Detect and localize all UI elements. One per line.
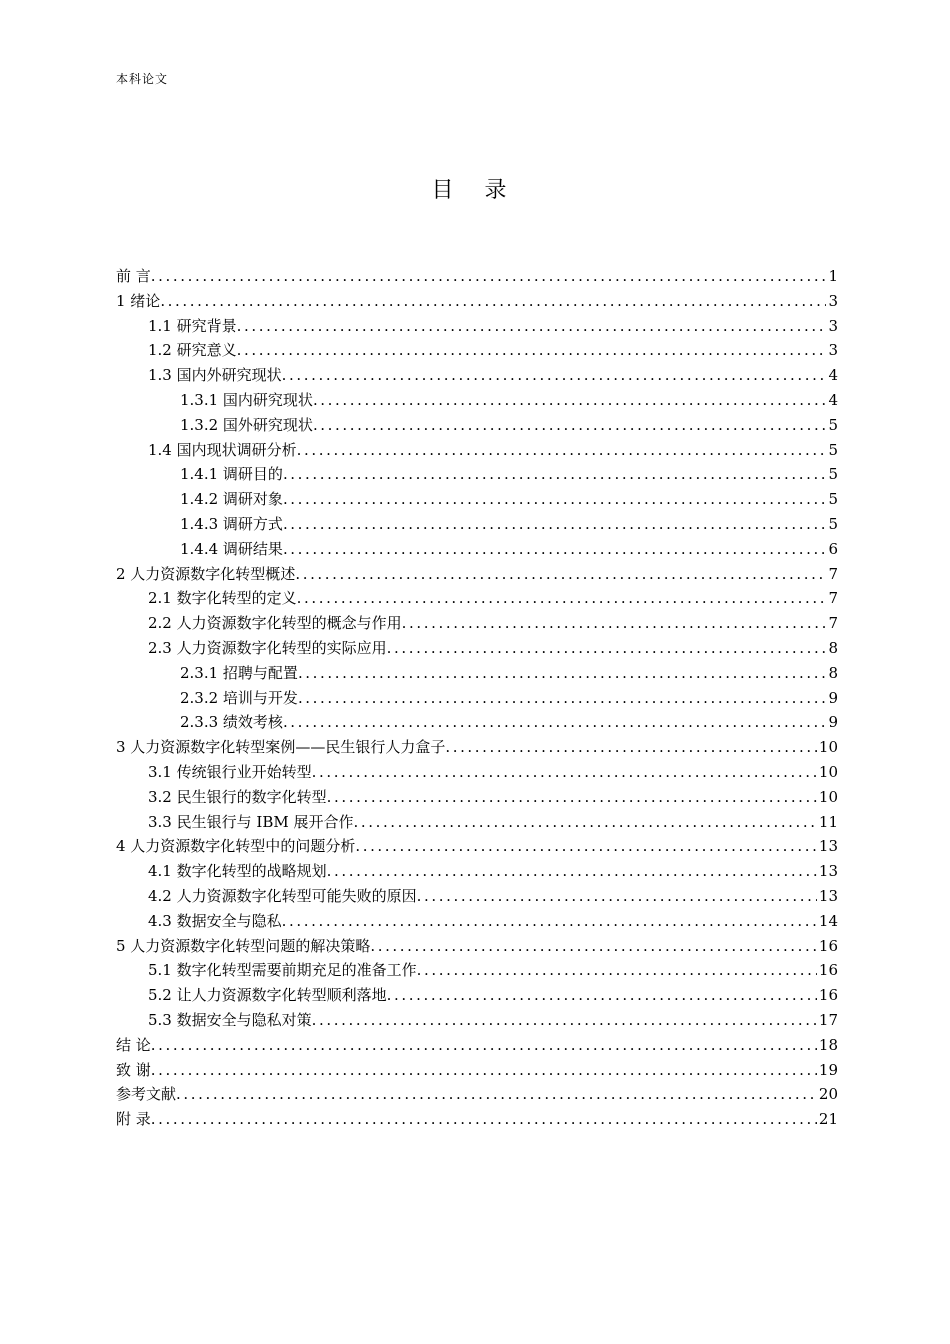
toc-entry-page: 17 [818, 1010, 838, 1029]
toc-leader-dots [312, 1008, 817, 1033]
toc-entry-page: 10 [818, 787, 838, 806]
toc-entry-title: 1.4 国内现状调研分析 [148, 440, 297, 459]
toc-entry-page: 7 [828, 564, 838, 583]
toc-leader-dots [176, 1082, 817, 1107]
toc-leader-dots [417, 958, 817, 983]
toc-entry[interactable] [116, 785, 838, 810]
toc-leader-dots [282, 363, 827, 388]
toc-entry-page: 4 [828, 390, 838, 409]
toc-entry[interactable] [116, 1008, 838, 1033]
toc-entry-title: 附 录 [116, 1110, 151, 1129]
toc-entry[interactable] [116, 611, 838, 636]
toc-leader-dots [387, 636, 827, 661]
toc-entry[interactable] [116, 934, 838, 959]
toc-entry-page: 13 [818, 862, 838, 881]
toc-leader-dots [151, 1058, 817, 1083]
toc-leader-dots [298, 661, 827, 686]
toc-entry[interactable] [116, 760, 838, 785]
toc-entry-title: 2.3.2 培训与开发 [180, 688, 298, 707]
toc-leader-dots [402, 611, 827, 636]
toc-entry-page: 13 [818, 886, 838, 905]
table-of-contents [116, 264, 838, 1132]
toc-leader-dots [327, 859, 817, 884]
toc-entry[interactable] [116, 710, 838, 735]
toc-leader-dots [283, 462, 827, 487]
toc-entry-title: 结 论 [116, 1035, 151, 1054]
toc-entry-title: 1.4.2 调研对象 [180, 490, 283, 509]
toc-entry-title: 1.3 国内外研究现状 [148, 366, 282, 385]
toc-entry-page: 13 [818, 837, 838, 856]
toc-entry[interactable] [116, 363, 838, 388]
toc-entry-page: 10 [818, 738, 838, 757]
toc-entry-page: 1 [828, 267, 838, 285]
toc-leader-dots [417, 884, 817, 909]
toc-leader-dots [283, 487, 827, 512]
toc-leader-dots [313, 413, 827, 438]
toc-entry-page: 9 [828, 688, 838, 707]
toc-leader-dots [327, 785, 817, 810]
toc-entry-page: 8 [828, 663, 838, 682]
toc-entry[interactable] [116, 958, 838, 983]
toc-entry-title: 3.3 民生银行与 IBM 展开合作 [148, 812, 354, 831]
toc-entry-title: 致 谢 [116, 1060, 151, 1079]
toc-leader-dots [298, 686, 827, 711]
toc-entry-title: 3.2 民生银行的数字化转型 [148, 787, 327, 806]
toc-entry-title: 2 人力资源数字化转型概述 [116, 564, 296, 583]
toc-entry-page: 16 [818, 936, 838, 955]
toc-leader-dots [151, 1107, 817, 1132]
toc-entry-title: 1 绪论 [116, 291, 161, 310]
toc-entry-page: 10 [818, 762, 838, 781]
toc-entry-title: 4 人力资源数字化转型中的问题分析 [116, 837, 356, 856]
toc-leader-dots [283, 710, 827, 735]
toc-entry-page: 3 [828, 316, 838, 335]
toc-entry[interactable] [116, 884, 838, 909]
toc-entry[interactable] [116, 586, 838, 611]
page-header: 本科论文 [116, 72, 169, 86]
toc-entry-page: 18 [818, 1035, 838, 1054]
toc-leader-dots [312, 760, 817, 785]
toc-entry[interactable] [116, 735, 838, 760]
toc-entry[interactable] [116, 859, 838, 884]
toc-entry-title: 前 言 [116, 267, 151, 285]
toc-entry-title: 5.1 数字化转型需要前期充足的准备工作 [148, 961, 417, 980]
toc-entry-title: 1.2 研究意义 [148, 341, 237, 360]
toc-entry-title: 2.2 人力资源数字化转型的概念与作用 [148, 614, 402, 633]
toc-leader-dots [237, 338, 827, 363]
toc-leader-dots [283, 537, 827, 562]
toc-entry-page: 5 [828, 490, 838, 509]
toc-entry-title: 3 人力资源数字化转型案例——民生银行人力盒子 [116, 738, 446, 757]
toc-entry-page: 19 [818, 1060, 838, 1079]
toc-leader-dots [355, 834, 817, 859]
toc-entry-page: 8 [828, 638, 838, 657]
toc-entry[interactable] [116, 562, 838, 587]
toc-entry-title: 4.3 数据安全与隐私 [148, 911, 282, 930]
toc-entry-title: 2.3 人力资源数字化转型的实际应用 [148, 638, 387, 657]
toc-entry[interactable] [116, 487, 838, 512]
toc-entry[interactable] [116, 413, 838, 438]
toc-entry-title: 1.4.4 调研结果 [180, 539, 283, 558]
toc-entry-page: 7 [828, 614, 838, 633]
toc-entry-title: 4.2 人力资源数字化转型可能失败的原因 [148, 886, 417, 905]
toc-entry-title: 1.4.3 调研方式 [180, 514, 283, 533]
toc-entry-title: 1.3.2 国外研究现状 [180, 415, 313, 434]
toc-entry-title: 1.3.1 国内研究现状 [180, 390, 313, 409]
toc-entry[interactable] [116, 537, 838, 562]
toc-entry[interactable] [116, 983, 838, 1008]
toc-entry-title: 5 人力资源数字化转型问题的解决策略 [116, 936, 371, 955]
toc-entry[interactable] [116, 909, 838, 934]
toc-entry[interactable] [116, 314, 838, 339]
toc-entry-page: 5 [828, 415, 838, 434]
toc-entry[interactable] [116, 1058, 838, 1083]
toc-entry-page: 3 [828, 341, 838, 360]
toc-entry-page: 5 [828, 514, 838, 533]
toc-entry-title: 2.1 数字化转型的定义 [148, 589, 297, 608]
toc-entry[interactable] [116, 289, 838, 314]
toc-entry[interactable] [116, 1082, 838, 1107]
toc-entry-title: 4.1 数字化转型的战略规划 [148, 862, 327, 881]
toc-leader-dots [370, 934, 817, 959]
toc-entry-page: 5 [828, 465, 838, 484]
toc-entry-page: 5 [828, 440, 838, 459]
toc-entry[interactable] [116, 810, 838, 835]
toc-entry[interactable] [116, 264, 838, 289]
toc-leader-dots [151, 1033, 817, 1058]
toc-leader-dots [295, 562, 826, 587]
toc-entry-title: 3.1 传统银行业开始转型 [148, 762, 312, 781]
toc-entry[interactable] [116, 388, 838, 413]
toc-entry-title: 1.4.1 调研目的 [180, 465, 283, 484]
toc-entry-title: 5.2 让人力资源数字化转型顺利落地 [148, 986, 387, 1005]
toc-leader-dots [313, 388, 827, 413]
toc-entry[interactable] [116, 636, 838, 661]
toc-entry[interactable] [116, 438, 838, 463]
toc-entry[interactable] [116, 512, 838, 537]
toc-leader-dots [353, 810, 816, 835]
toc-entry-title: 2.3.1 招聘与配置 [180, 663, 298, 682]
toc-leader-dots [160, 289, 826, 314]
toc-entry-page: 3 [828, 291, 838, 310]
toc-title: 目 录 [431, 178, 519, 203]
toc-leader-dots [297, 586, 827, 611]
toc-entry-page: 16 [818, 961, 838, 980]
toc-entry-page: 7 [828, 589, 838, 608]
toc-leader-dots [445, 735, 817, 760]
toc-leader-dots [237, 314, 827, 339]
toc-leader-dots [297, 438, 827, 463]
toc-entry[interactable] [116, 661, 838, 686]
toc-entry[interactable] [116, 338, 838, 363]
toc-leader-dots [283, 512, 827, 537]
toc-entry[interactable] [116, 834, 838, 859]
toc-entry-page: 21 [818, 1110, 838, 1129]
toc-entry-page: 11 [818, 812, 838, 831]
toc-entry-page: 4 [828, 366, 838, 385]
toc-entry-page: 9 [828, 713, 838, 732]
toc-entry[interactable] [116, 462, 838, 487]
toc-leader-dots [387, 983, 817, 1008]
toc-leader-dots [151, 264, 827, 289]
toc-entry[interactable] [116, 686, 838, 711]
toc-entry[interactable] [116, 1033, 838, 1058]
toc-entry[interactable] [116, 1107, 838, 1132]
toc-entry-page: 6 [828, 539, 838, 558]
toc-entry-title: 2.3.3 绩效考核 [180, 713, 283, 732]
toc-entry-page: 16 [818, 986, 838, 1005]
toc-entry-title: 1.1 研究背景 [148, 316, 237, 335]
toc-entry-title: 参考文献 [116, 1085, 177, 1104]
toc-entry-page: 14 [818, 911, 838, 930]
toc-leader-dots [282, 909, 817, 934]
toc-entry-title: 5.3 数据安全与隐私对策 [148, 1010, 312, 1029]
toc-entry-page: 20 [818, 1085, 838, 1104]
